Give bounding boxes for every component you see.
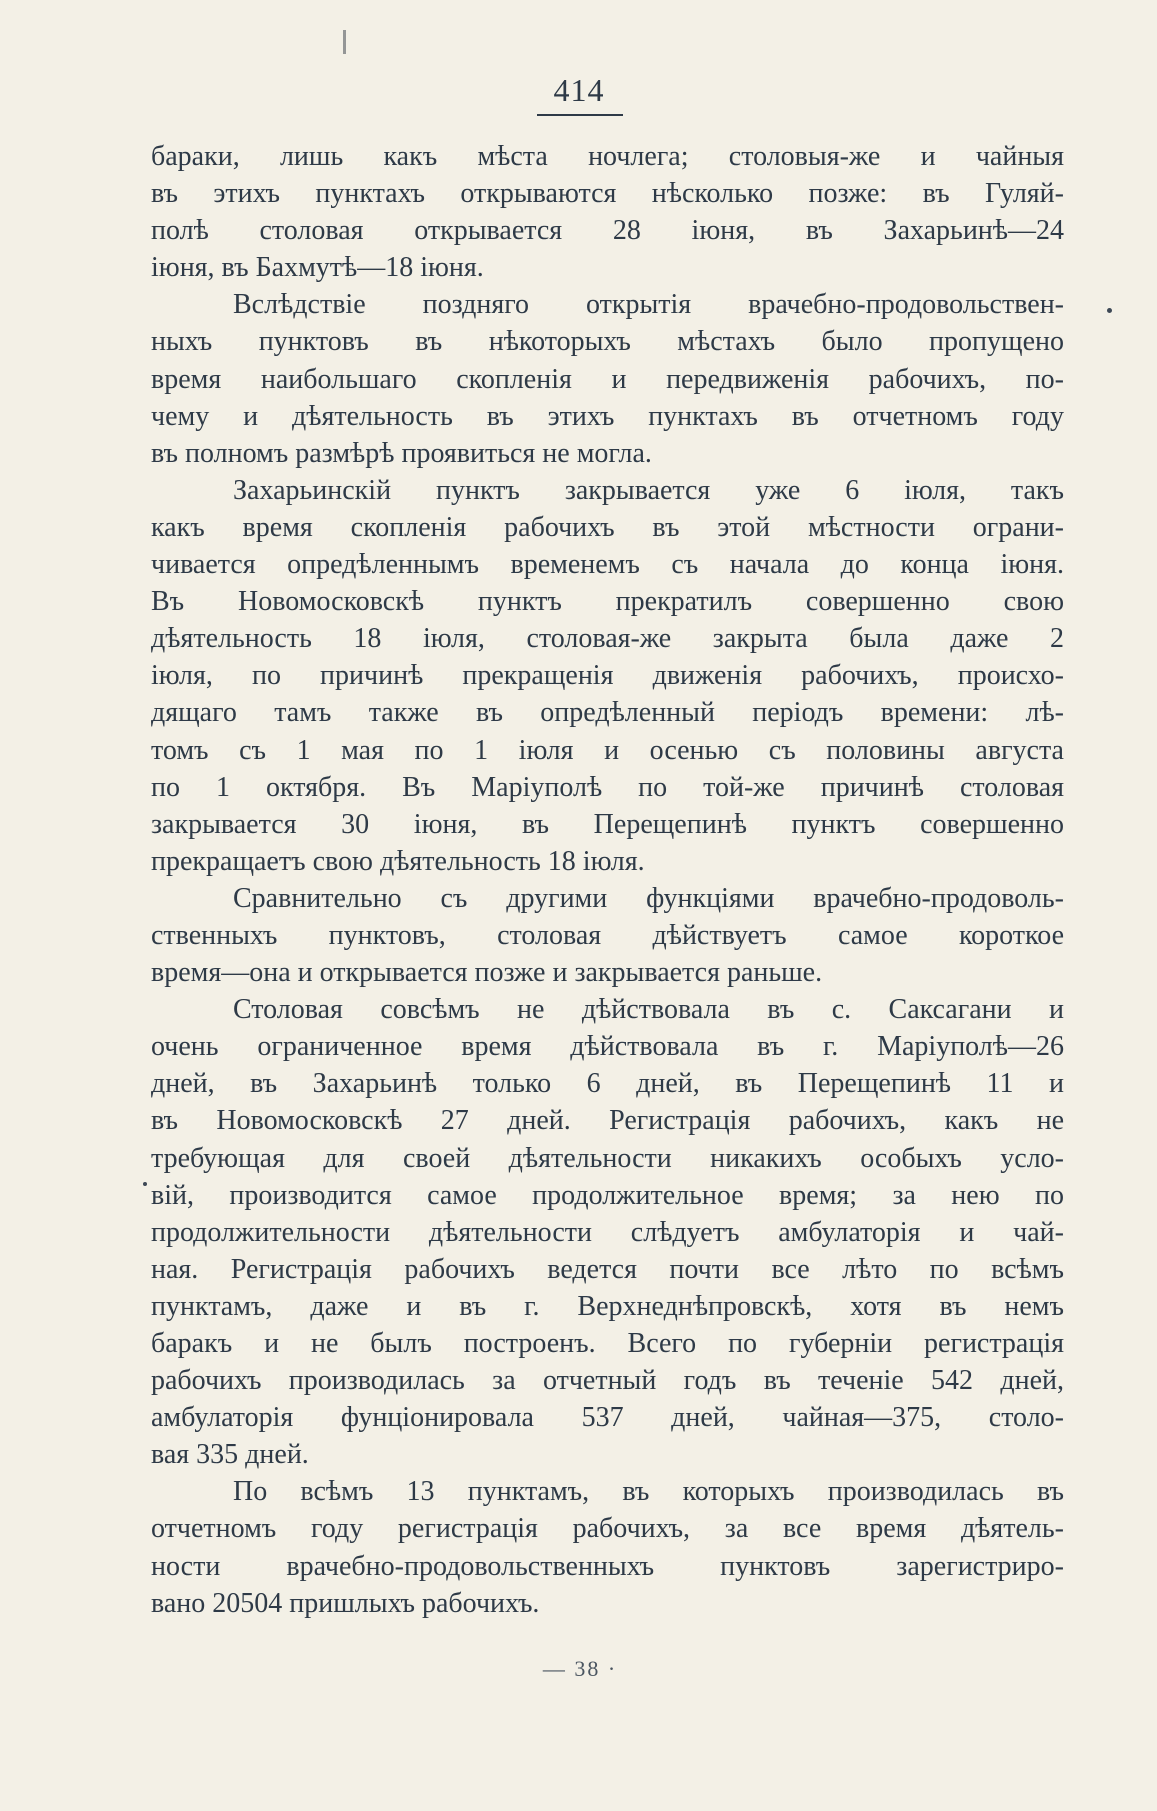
signature-mark: — 38 · (542, 1656, 618, 1681)
text-line: Въ Новомосковскѣ пунктъ прекратилъ совершенно свою (151, 586, 1064, 618)
text-line: ная. Регистрація рабочихъ ведется почти все лѣто по всѣмъ (151, 1253, 1064, 1285)
text-line: іюня, въ Бахмутѣ—18 іюня. (151, 252, 484, 284)
text-line: очень ограниченное время дѣйствовала въ г. Маріуполѣ—26 (151, 1031, 1064, 1063)
text-line: время—она и открывается позже и закрывается раньше. (151, 957, 823, 989)
scan-artifact-mark (343, 30, 346, 54)
text-line: бараки, лишь какъ мѣста ночлега; столовыя-же и чайныя (151, 141, 1064, 172)
text-line: вано 20504 пришлыхъ рабочихъ. (151, 1587, 540, 1619)
header-rule (537, 114, 623, 116)
text-line: время наибольшаго скопленія и передвиженія рабочихъ, по- (151, 363, 1064, 395)
paragraph (151, 286, 1064, 471)
text-line: вій, производится самое продолжительное время; за нею по (151, 1179, 1064, 1211)
text-line: дѣятельность 18 іюля, столовая-же закрыта была даже 2 (151, 623, 1064, 655)
text-line: дящаго тамъ также въ опредѣленный періодъ времени: лѣ- (151, 697, 1064, 729)
margin-dot (143, 1182, 147, 1186)
text-line: Столовая совсѣмъ не дѣйствовала въ с. Саксагани и (233, 994, 1064, 1026)
text-line: отчетномъ году регистрація рабочихъ, за все время дѣятель- (151, 1513, 1064, 1545)
page-number: 414 (553, 72, 605, 108)
text-line: томъ съ 1 мая по 1 іюля и осенью съ половины августа (151, 734, 1064, 766)
text-line: По всѣмъ 13 пунктамъ, въ которыхъ производилась въ (233, 1476, 1064, 1508)
text-line: въ Новомосковскѣ 27 дней. Регистрація рабочихъ, какъ не (151, 1105, 1064, 1137)
text-line: пунктамъ, даже и въ г. Верхнеднѣпровскѣ, хотя въ немъ (151, 1290, 1064, 1322)
paragraph (151, 138, 1064, 286)
text-line: въ полномъ размѣрѣ проявиться не могла. (151, 437, 652, 469)
text-line: чивается опредѣленнымъ временемъ съ начала до конца іюня. (151, 549, 1064, 581)
text-line: по 1 октября. Въ Маріуполѣ по той-же причинѣ столовая (151, 771, 1064, 803)
text-line: Вслѣдствіе поздняго открытія врачебно-продовольствен- (233, 289, 1064, 321)
body-text (151, 138, 1064, 1622)
text-line: продолжительности дѣятельности слѣдуетъ амбулаторія и чай- (151, 1216, 1064, 1248)
text-line: какъ время скопленія рабочихъ въ этой мѣстности ограни- (151, 511, 1064, 543)
text-line: ности врачебно-продовольственныхъ пунктовъ зарегистриро- (151, 1550, 1064, 1582)
text-line: Захарьинскій пунктъ закрывается уже 6 іюля, такъ (233, 474, 1064, 506)
text-line: вая 335 дней. (151, 1439, 309, 1471)
text-line: баракъ и не былъ построенъ. Всего по губерніи регистрація (151, 1328, 1064, 1359)
paragraph (151, 880, 1064, 991)
text-line: полѣ столовая открывается 28 іюня, въ Захарьинѣ—24 (151, 215, 1064, 247)
text-line: ныхъ пунктовъ въ нѣкоторыхъ мѣстахъ было пропущено (151, 326, 1064, 358)
text-line: амбулаторія фунціонировала 537 дней, чайная—375, столо- (151, 1402, 1064, 1434)
text-line: въ этихъ пунктахъ открываются нѣсколько позже: въ Гуляй- (151, 178, 1064, 210)
text-line: дней, въ Захарьинѣ только 6 дней, въ Перещепинѣ 11 и (151, 1068, 1064, 1100)
text-line: Сравнительно съ другими функціями врачебно-продоволь- (233, 882, 1064, 914)
text-line: рабочихъ производилась за отчетный годъ въ теченіе 542 дней, (151, 1365, 1064, 1397)
text-line: ственныхъ пунктовъ, столовая дѣйствуетъ самое короткое (151, 919, 1064, 951)
text-line: закрывается 30 іюня, въ Перещепинѣ пунктъ совершенно (151, 808, 1064, 840)
text-line: чему и дѣятельность въ этихъ пунктахъ въ отчетномъ году (151, 400, 1064, 432)
paragraph (151, 1473, 1064, 1621)
margin-dot (1107, 308, 1112, 313)
text-line: прекращаетъ свою дѣятельность 18 іюля. (151, 845, 645, 877)
paragraph (151, 991, 1064, 1473)
paragraph (151, 472, 1064, 880)
text-line: требующая для своей дѣятельности никакихъ особыхъ усло- (151, 1142, 1064, 1174)
text-line: іюля, по причинѣ прекращенія движенія рабочихъ, происхо- (151, 660, 1064, 692)
